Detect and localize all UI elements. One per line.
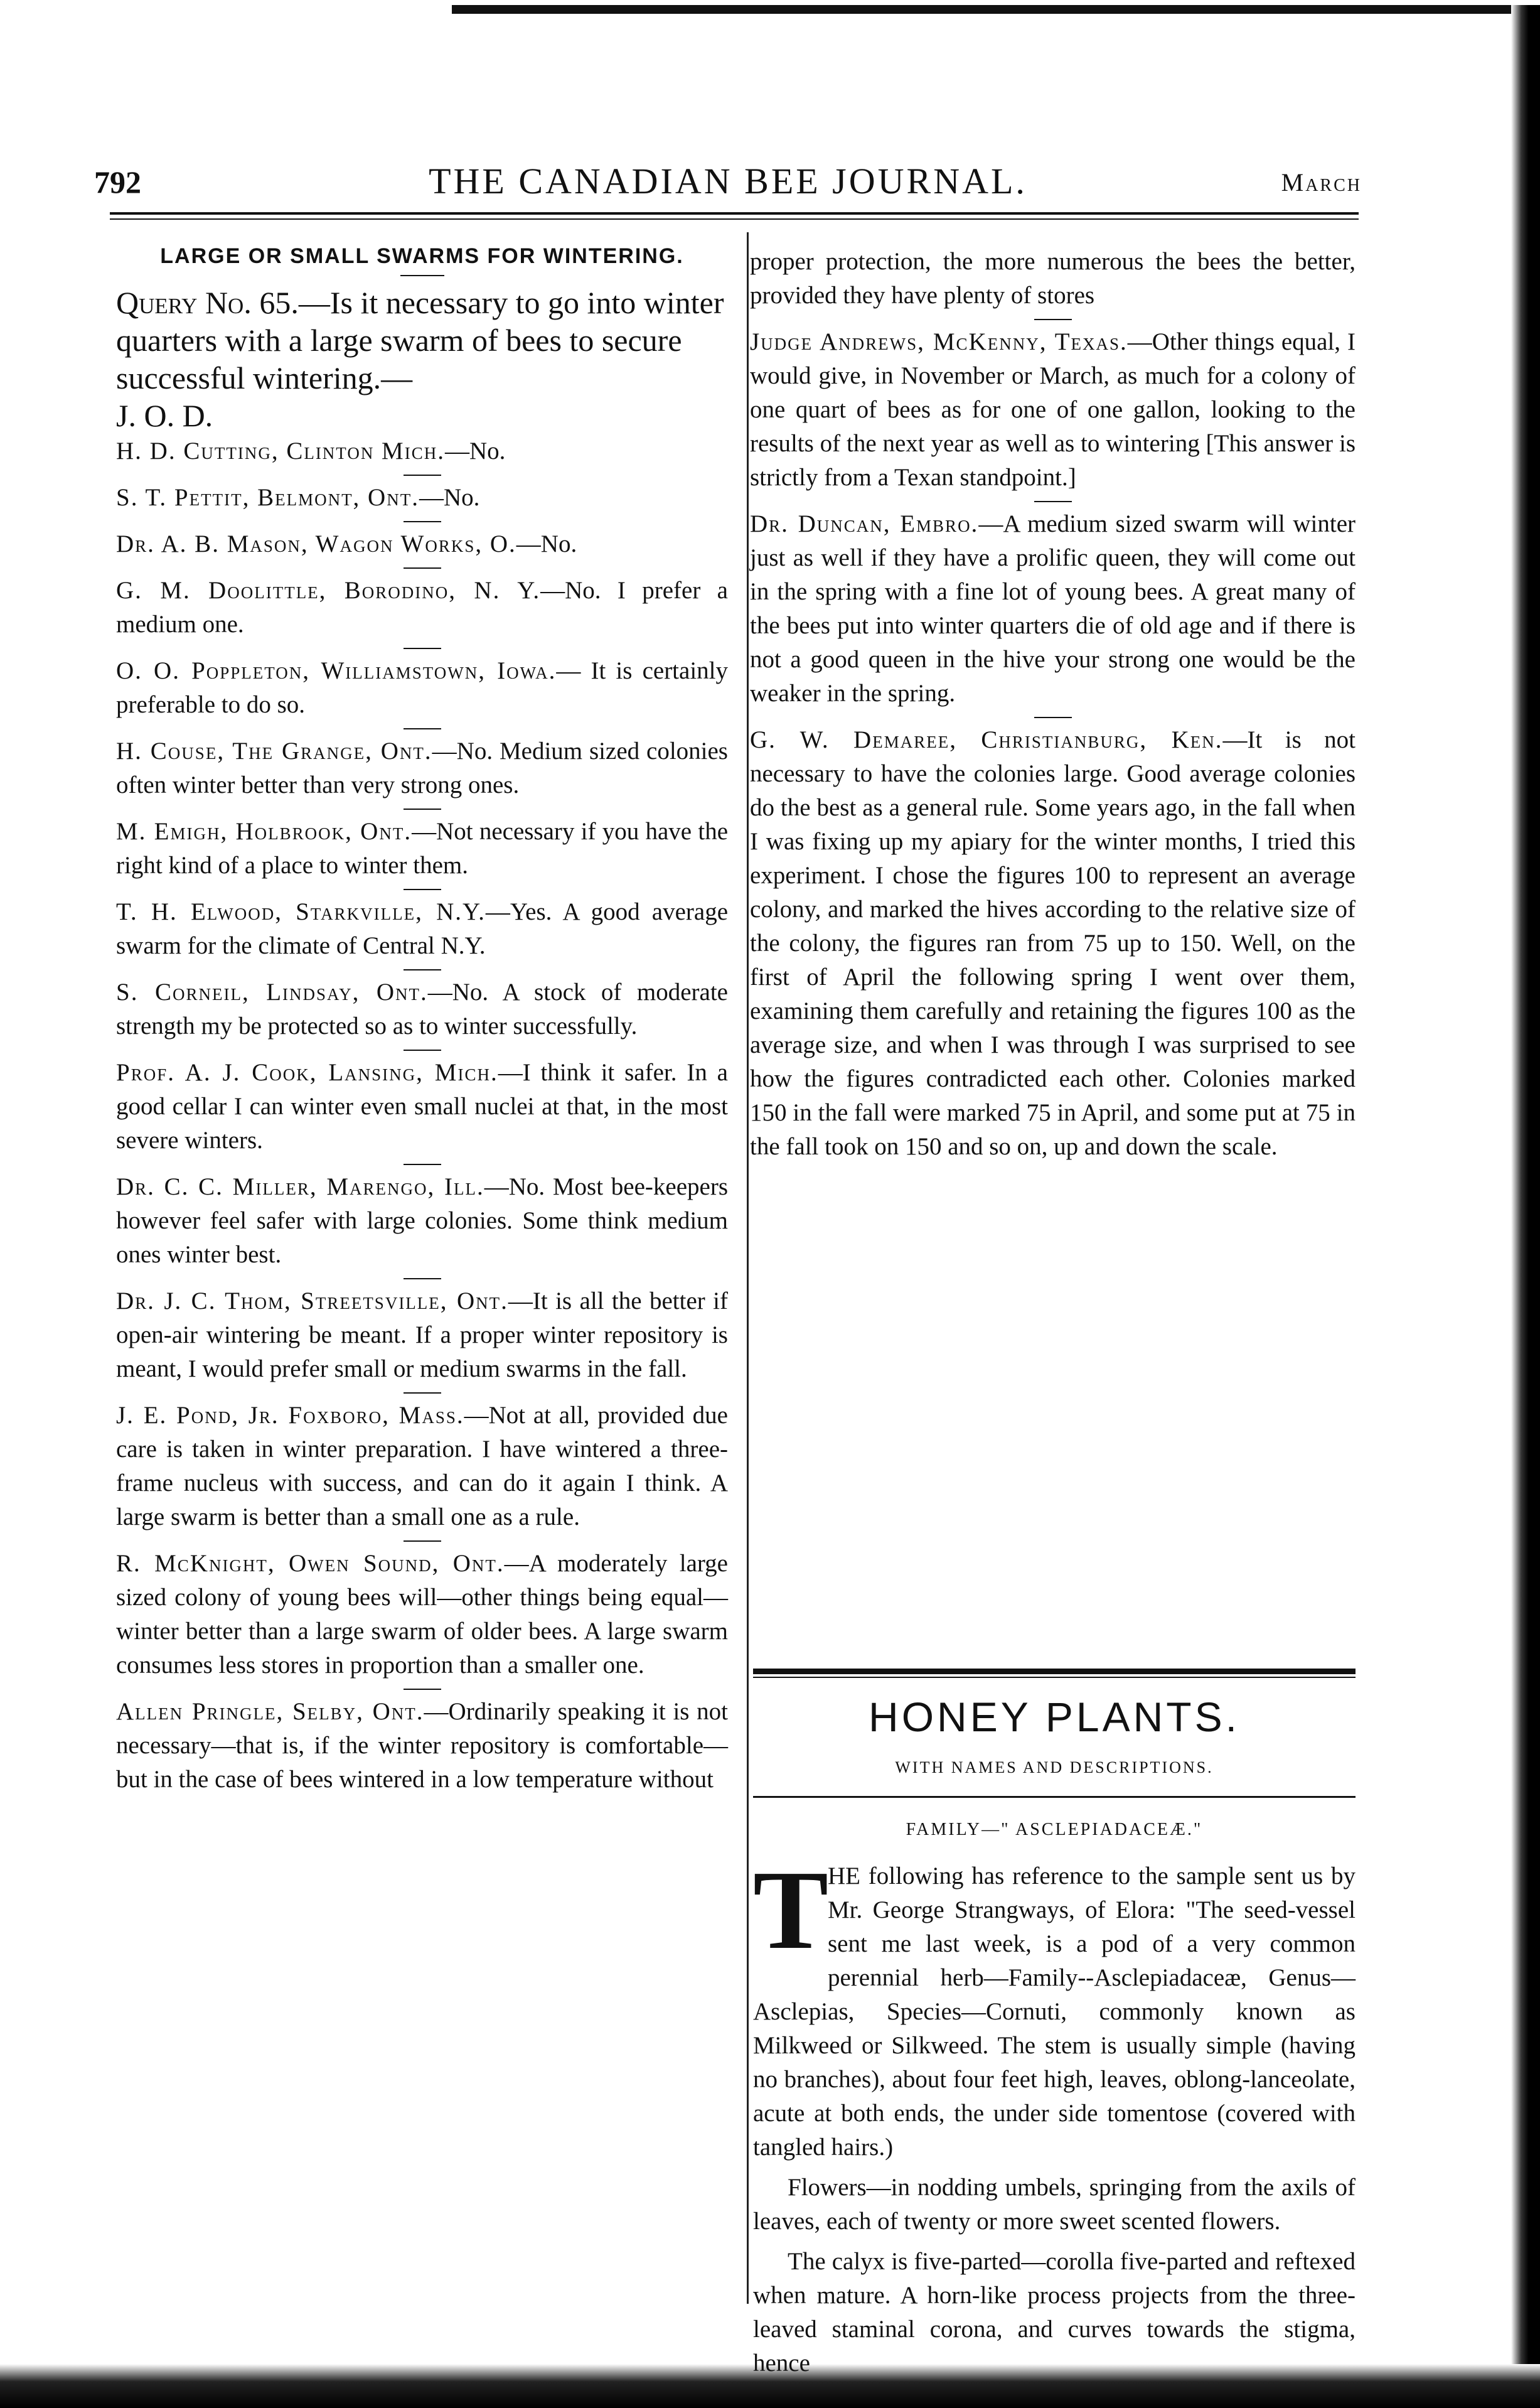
separator xyxy=(1034,319,1072,320)
answer-item xyxy=(116,654,728,722)
plant-paragraph-3: The calyx is five-parted—corolla five-parted and reftexed when mature. A horn-like process projects from the three-leaved staminal corona, and curves towards the stigma, hence xyxy=(753,2248,1356,2377)
separator xyxy=(404,1689,441,1690)
separator xyxy=(404,475,441,476)
drop-cap-ornament xyxy=(753,1847,829,1972)
continuation-text: proper protection, the more numerous the bees the better, provided they have plenty of stores xyxy=(750,248,1356,309)
answer-text: —It is not necessary to have the colonies large. Good average colonies do the best as a general rule. Some years ago, in the fall when I was fixing up my apiary for the winter months, I tried this experiment. I chose the figures 100 to represent an average colony, and marked the hives according to the relative size of the colony, the figures ran from 75 up to 150. Well, on the first of April the following spring I went over them, examining them carefully and retaining the figures 100 as the average size, and when I was through I was surprised to see how the figures contradicted each other. Colonies marked 150 in the fall were marked 75 in April, and some put at 75 in the fall took on 150 and so on, up and down the scale. xyxy=(750,726,1356,1160)
separator xyxy=(1034,717,1072,718)
answer-name: Dr. A. B. Mason, Wagon Works, O. xyxy=(116,530,516,557)
answer-name: Allen Pringle, Selby, Ont. xyxy=(116,1698,424,1725)
answer-item xyxy=(750,507,1356,711)
separator xyxy=(404,521,441,522)
separator xyxy=(404,728,441,729)
separator xyxy=(404,1278,441,1279)
answer-text: —Yes. A good average swarm for the climate of Central N.Y. xyxy=(116,898,728,959)
separator xyxy=(404,648,441,649)
header-rule-thin xyxy=(110,218,1359,220)
query-text: —Is it necessary to go into winter quarters with a large swarm of bees to secure successful wintering.— xyxy=(116,285,724,395)
issue-month: March xyxy=(1281,168,1362,196)
subtitle-rule xyxy=(753,1796,1356,1798)
answer-item xyxy=(116,1547,728,1682)
left-column xyxy=(116,245,728,1803)
honey-plants-section xyxy=(753,1657,1356,2387)
answer-name: R. McKnight, Owen Sound, Ont. xyxy=(116,1550,505,1577)
answer-text: —Not necessary if you have the right kind of a place to winter them. xyxy=(116,818,728,879)
answer-text: —A moderately large sized colony of young bees will—other things being equal—winter better than a large swarm of older bees. A large swarm consumes less stores in proportion than a smaller one. xyxy=(116,1550,728,1679)
honey-plants-subtitle: WITH NAMES AND DESCRIPTIONS. xyxy=(895,1758,1214,1776)
answer-text: —No. xyxy=(419,484,480,511)
page-header xyxy=(94,160,1362,204)
page-number: 792 xyxy=(94,164,141,200)
answer-name: J. E. Pond, Jr. Foxboro, Mass. xyxy=(116,1402,464,1429)
answer-item xyxy=(116,1284,728,1386)
answer-item xyxy=(116,527,728,561)
answer-item xyxy=(116,481,728,515)
answer-name: G. W. Demaree, Christianburg, Ken. xyxy=(750,726,1223,753)
answer-name: H. Couse, The Grange, Ont. xyxy=(116,738,432,765)
separator xyxy=(404,1392,441,1394)
answer-text: —I think it safer. In a good cellar I can winter even small nuclei at that, in the most severe winters. xyxy=(116,1059,728,1154)
answer-item xyxy=(750,325,1356,495)
answer-name: Prof. A. J. Cook, Lansing, Mich. xyxy=(116,1059,498,1086)
answer-item xyxy=(116,815,728,883)
separator xyxy=(404,1540,441,1542)
answer-name: M. Emigh, Holbrook, Ont. xyxy=(116,818,412,845)
answer-name: Dr. Duncan, Embro. xyxy=(750,510,979,537)
section-title: LARGE OR SMALL SWARMS FOR WINTERING. xyxy=(160,244,684,268)
paragraph-text: HE following has reference to the sample sent us by Mr. George Strangways, of Elora: "The seed-vessel sent me last week, is a pod of a very common perennial herb—Family--Asclepiadaceæ, Genus—Asclepias, Species—Cornuti, commonly known as Milkweed or Silkweed. The stem is usually simple (having no branches), about four feet high, leaves, oblong-lanceolate, acute at both ends, the under side tomentose (covered with tangled hairs.) xyxy=(753,1862,1356,2161)
query-author: J. O. D. xyxy=(116,398,213,433)
section-rule-thick xyxy=(753,1669,1356,1674)
drop-cap-letter: T xyxy=(753,1847,829,1972)
query xyxy=(116,284,728,434)
journal-title: THE CANADIAN BEE JOURNAL. xyxy=(429,161,1027,202)
answer-text: —Other things equal, I would give, in November or March, as much for a colony of one quart of bees as for one of one gallon, looking to the results of the next year as well as to wintering [This answer is strictly from a Texan standpoint.] xyxy=(750,328,1356,491)
family-heading: FAMILY—" ASCLEPIADACEÆ." xyxy=(906,1820,1203,1839)
answer-text: — It is certainly preferable to do so. xyxy=(116,657,729,718)
section-rule-thin xyxy=(753,1677,1356,1678)
answer-name: O. O. Poppleton, Williamstown, Iowa. xyxy=(116,657,557,684)
answer-text: —A medium sized swarm will winter just as well if they have a prolific queen, they will come out in the spring with a fine lot of young bees. A great many of the bees put into winter quarters die of old age and if there is not a good queen in the hive your strong one would be the weaker in the spring. xyxy=(750,510,1356,707)
answer-text: —No. xyxy=(445,438,506,465)
query-label: Query No. 65. xyxy=(116,285,299,320)
answer-item xyxy=(116,1170,728,1272)
answer-text: —Not at all, provided due care is taken in winter preparation. I have wintered a three-frame nucleus with success, and can do it again I think. A large swarm is better than a small one as a rule. xyxy=(116,1402,728,1530)
answer-text: —Ordinarily speaking it is not necessary—that is, if the winter repository is comfortable—but in the case of bees wintered in a low temperature without xyxy=(116,1698,729,1793)
separator xyxy=(404,889,441,890)
answer-item xyxy=(116,434,728,468)
right-column xyxy=(750,245,1356,1170)
honey-plants-title: HONEY PLANTS. xyxy=(869,1694,1240,1740)
answer-name: S. T. Pettit, Belmont, Ont. xyxy=(116,484,419,511)
separator xyxy=(404,809,441,810)
separator xyxy=(1034,501,1072,502)
separator xyxy=(404,969,441,970)
answer-text: —No. I prefer a medium one. xyxy=(116,577,728,638)
answer-text: —No. Most bee-keepers however feel safer with large colonies. Some think medium ones winter best. xyxy=(116,1173,729,1268)
separator xyxy=(400,275,444,276)
answer-name: G. M. Doolittle, Borodino, N. Y. xyxy=(116,577,541,604)
answer-name: T. H. Elwood, Starkville, N.Y. xyxy=(116,898,486,925)
answer-text: —It is all the better if open-air wintering be meant. If a proper winter repository is meant, I would prefer small or medium swarms in the fall. xyxy=(116,1287,728,1382)
plant-paragraph-2: Flowers—in nodding umbels, springing from the axils of leaves, each of twenty or more sweet scented flowers. xyxy=(753,2174,1356,2235)
answer-item xyxy=(116,1056,728,1158)
answer-item xyxy=(116,895,728,963)
separator xyxy=(404,1164,441,1165)
column-divider xyxy=(747,232,749,2304)
scan-edge-top xyxy=(452,5,1540,14)
plant-paragraph-1 xyxy=(753,1847,1356,2164)
answer-item xyxy=(116,1695,728,1797)
answer-name: Dr. C. C. Miller, Marengo, Ill. xyxy=(116,1173,484,1200)
answer-text: —No. A stock of moderate strength my be protected so as to winter successfully. xyxy=(116,979,728,1040)
answer-item xyxy=(116,1399,728,1534)
scan-edge-right xyxy=(1511,5,1540,2408)
answer-text: —No. Medium sized colonies often winter better than very strong ones. xyxy=(116,738,728,798)
separator xyxy=(404,567,441,569)
answer-name: H. D. Cutting, Clinton Mich. xyxy=(116,438,445,465)
answer-item xyxy=(116,574,728,642)
answer-name: Judge Andrews, McKenny, Texas. xyxy=(750,328,1128,355)
answer-item xyxy=(750,723,1356,1164)
answer-name: S. Corneil, Lindsay, Ont. xyxy=(116,979,428,1006)
header-rule xyxy=(110,212,1359,215)
separator xyxy=(404,1050,441,1051)
answer-item xyxy=(116,976,728,1043)
answer-item xyxy=(116,734,728,802)
answer-name: Dr. J. C. Thom, Streetsville, Ont. xyxy=(116,1287,508,1314)
answer-text: —No. xyxy=(516,530,577,557)
